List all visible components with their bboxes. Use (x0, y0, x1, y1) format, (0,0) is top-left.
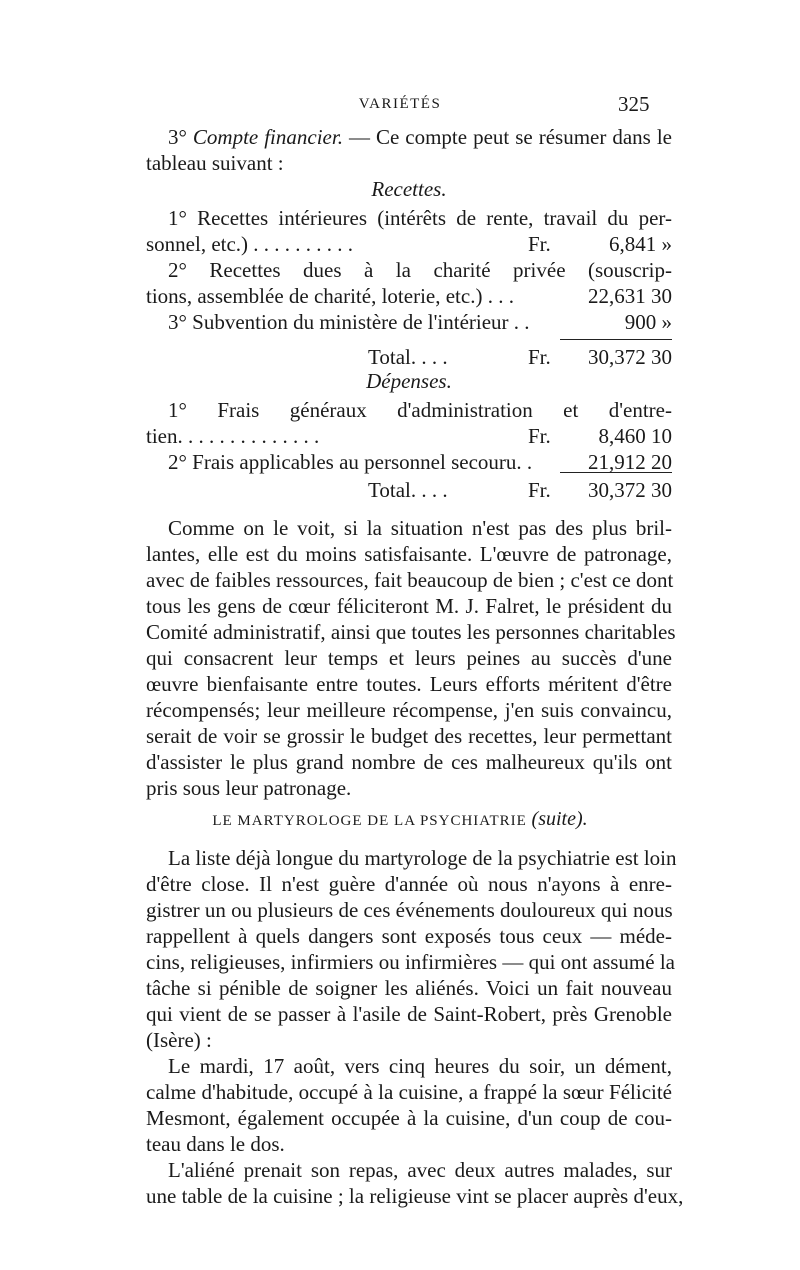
amount: 21,912 20 (588, 450, 672, 474)
recettes-item-1-line1: 1° Recettes intérieures (intérêts de rente, travail du per- (168, 206, 672, 230)
intro-italic: Compte financier. (192, 125, 343, 149)
amount: 8,460 10 (598, 424, 672, 448)
article-heading: LE MARTYROLOGE DE LA PSYCHIATRIE (suite). (212, 808, 588, 830)
paragraph-line: (Isère) : (146, 1028, 212, 1052)
paragraph-line: lantes, elle est du moins satisfaisante. L'œuvre de patronage, (146, 542, 672, 566)
paragraph-line: La liste déjà longue du martyrologe de la psychiatrie est loin (168, 846, 677, 870)
depenses-item-1-line1: 1° Frais généraux d'administration et d'entre- (168, 398, 672, 422)
paragraph-line: avec de faibles ressources, fait beaucoup de bien ; c'est ce dont (146, 568, 674, 592)
total-amount: 30,372 30 (588, 478, 672, 502)
paragraph-line: tous les gens de cœur féliciteront M. J. Falret, le président du (146, 594, 672, 618)
total-amount: 30,372 30 (588, 345, 672, 369)
intro-line-1: 3° Compte financier. — Ce compte peut se résumer dans le (168, 125, 672, 149)
recettes-total-row: Total. . . . Fr. 30,372 30 (368, 345, 672, 369)
paragraph-line: Mesmont, également occupée à la cuisine, d'un coup de cou- (146, 1106, 672, 1130)
paragraph-line: Le mardi, 17 août, vers cinq heures du soir, un dément, (168, 1054, 672, 1078)
amount: 22,631 30 (588, 284, 672, 308)
depenses-item-1-row: tien. . . . . . . . . . . . . . Fr. 8,460 10 (146, 424, 672, 448)
recettes-item-2-row: tions, assemblée de charité, loterie, etc.) . . . 22,631 30 (146, 284, 672, 308)
amount: 900 » (624, 310, 672, 334)
paragraph-line: œuvre bienfaisante entre toutes. Leurs efforts méritent d'être (146, 672, 672, 696)
paragraph-line: cins, religieuses, infirmiers ou infirmières — qui ont assumé la (146, 950, 675, 974)
intro-line-2: tableau suivant : (146, 151, 284, 175)
recettes-total-rule (560, 339, 672, 340)
amount: 6,841 » (609, 232, 672, 256)
paragraph-line: rappellent à quels dangers sont exposés tous ceux — méde- (146, 924, 672, 948)
depenses-total-rule (560, 472, 672, 473)
running-title: VARIÉTÉS (358, 96, 442, 112)
recettes-item-1-row: sonnel, etc.) . . . . . . . . . . Fr. 6,841 » (146, 232, 672, 256)
paragraph-line: L'aliéné prenait son repas, avec deux autres malades, sur (168, 1158, 672, 1182)
recettes-heading: Recettes. (371, 177, 447, 201)
paragraph-line: gistrer un ou plusieurs de ces événements douloureux qui nous (146, 898, 673, 922)
paragraph-line: qui consacrent leur temps et leurs peines au succès d'une (146, 646, 672, 670)
depenses-heading: Dépenses. (366, 369, 452, 393)
depenses-item-2-row: 2° Frais applicables au personnel secouru. . 21,912 20 (168, 450, 672, 474)
paragraph-line: tâche si pénible de soigner les aliénés. Voici un fait nouveau (146, 976, 672, 1000)
paragraph-line: récompensés; leur meilleure récompense, j'en suis convaincu, (146, 698, 672, 722)
paragraph-line: serait de voir se grossir le budget des recettes, leur permettant (146, 724, 672, 748)
paragraph-line: pris sous leur patronage. (146, 776, 352, 800)
paragraph-line: une table de la cuisine ; la religieuse vint se placer auprès d'eux, (146, 1184, 684, 1208)
page-number: 325 (618, 92, 650, 116)
recettes-item-2-line1: 2° Recettes dues à la charité privée (souscrip- (168, 258, 672, 282)
paragraph-line: calme d'habitude, occupé à la cuisine, a frappé la sœur Félicité (146, 1080, 672, 1104)
paragraph-line: teau dans le dos. (146, 1132, 285, 1156)
depenses-total-row: Total. . . . Fr. 30,372 30 (368, 478, 672, 502)
paragraph-line: Comité administratif, ainsi que toutes les personnes charitables (146, 620, 676, 644)
paragraph-line: d'être close. Il n'est guère d'année où nous n'ayons à enre- (146, 872, 672, 896)
paragraph-line: d'assister le plus grand nombre de ces malheureux qu'ils ont (146, 750, 672, 774)
paragraph-line: qui vient de se passer à l'asile de Saint-Robert, près Grenoble (146, 1002, 672, 1026)
paragraph-line: Comme on le voit, si la situation n'est pas des plus bril- (168, 516, 672, 540)
recettes-item-3-row: 3° Subvention du ministère de l'intérieur . . 900 » (168, 310, 672, 334)
